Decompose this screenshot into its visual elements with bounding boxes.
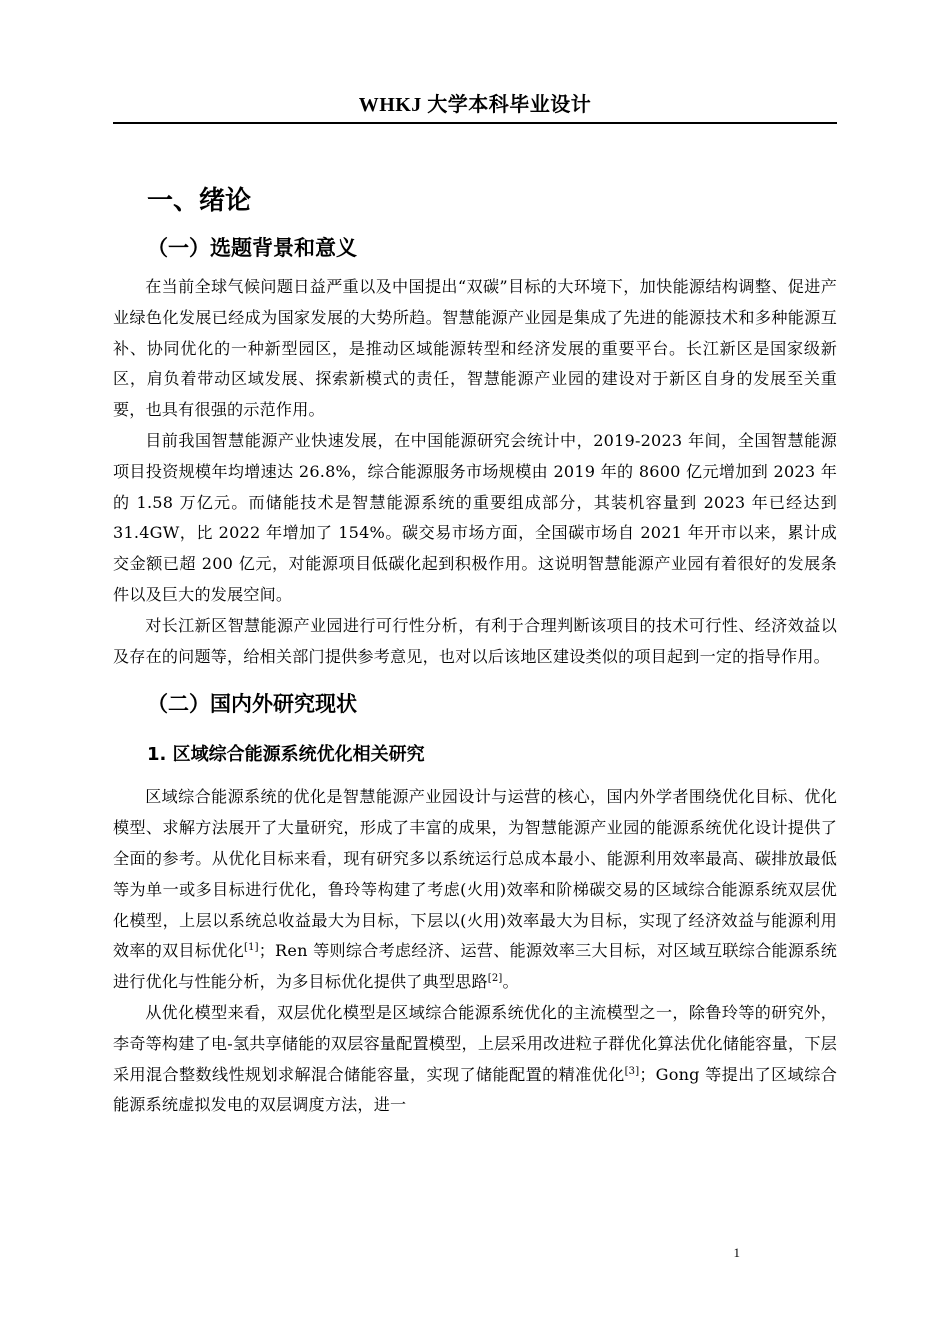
paragraph	[113, 998, 837, 1121]
document-body	[113, 178, 837, 1121]
paragraph-text: ；Gong 等提出了区域综合能源系统虚拟发电的双层调度方法，进一	[113, 1064, 837, 1115]
subsection-title: 1. 区域综合能源系统优化相关研究	[147, 744, 425, 766]
section-title-background: （一）选题背景和意义	[147, 236, 357, 260]
page-header	[113, 90, 837, 124]
page-footer	[0, 1242, 740, 1261]
paragraph: 目前我国智慧能源产业快速发展，在中国能源研究会统计中，2019-2023 年间，全国智慧能源项目投资规模年均增速达 26.8%，综合能源服务市场规模由 2019 年的 8600 亿元增加到 2023 年的 1.58 万亿元。而储能技术是智慧能源系统的重要组成部分，其装机容量到 2023 年已经达到 31.4GW，比 2022 年增加了 154%。碳交易市场方面，全国碳市场自 2021 年开市以来，累计成交金额已超 200 亿元，对能源项目低碳化起到积极作用。这说明智慧能源产业园有着很好的发展条件以及巨大的发展空间。	[113, 430, 837, 604]
header-title: WHKJ 大学本科毕业设计	[358, 94, 592, 116]
section-title-research-status: （二）国内外研究现状	[147, 692, 357, 717]
paragraph-text: 。	[502, 972, 519, 992]
citation-ref[interactable]: [1]	[244, 942, 259, 954]
paragraph-text: ；Ren 等则综合考虑经济、运营、能源效率三大目标，对区域互联综合能源系统进行优化与性能分析，为多目标优化提供了典型思路	[113, 941, 837, 992]
paragraph: 在当前全球气候问题日益严重以及中国提出“双碳”目标的大环境下，加快能源结构调整、促进产业绿色化发展已经成为国家发展的大势所趋。智慧能源产业园是集成了先进的能源技术和多种能源互补、协同优化的一种新型园区，是推动区域能源转型和经济发展的重要平台。长江新区是国家级新区，肩负着带动区域发展、探索新模式的责任，智慧能源产业园的建设对于新区自身的发展至关重要，也具有很强的示范作用。	[113, 277, 837, 420]
paragraph-text: 从优化模型来看，双层优化模型是区域综合能源系统优化的主流模型之一，除鲁玲等的研究外，李奇等构建了电-氢共享储能的双层容量配置模型，上层采用改进粒子群优化算法优化储能容量，下层采用混合整数线性规划求解混合储能容量，实现了储能配置的精准优化	[113, 1002, 837, 1084]
paragraph: 对长江新区智慧能源产业园进行可行性分析，有利于合理判断该项目的技术可行性、经济效益以及存在的问题等，给相关部门提供参考意见，也对以后该地区建设类似的项目起到一定的指导作用。	[113, 615, 837, 666]
page-number: 1	[733, 1245, 740, 1260]
chapter-title: 一、绪论	[147, 186, 252, 216]
citation-ref[interactable]: [2]	[487, 973, 503, 985]
citation-ref[interactable]: [3]	[624, 1065, 640, 1077]
paragraph	[113, 782, 837, 998]
paragraph-text: 区域综合能源系统的优化是智慧能源产业园设计与运营的核心，国内外学者围绕优化目标、优化模型、求解方法展开了大量研究，形成了丰富的成果，为智慧能源产业园的能源系统优化设计提供了全面的参考。从优化目标来看，现有研究多以系统运行总成本最小、能源利用效率最高、碳排放最低等为单一或多目标进行优化，鲁玲等构建了考虑(火用)效率和阶梯碳交易的区域综合能源系统双层优化模型，上层以系统总收益最大为目标，下层以(火用)效率最大为目标，实现了经济效益与能源利用效率的双目标优化	[113, 787, 837, 961]
